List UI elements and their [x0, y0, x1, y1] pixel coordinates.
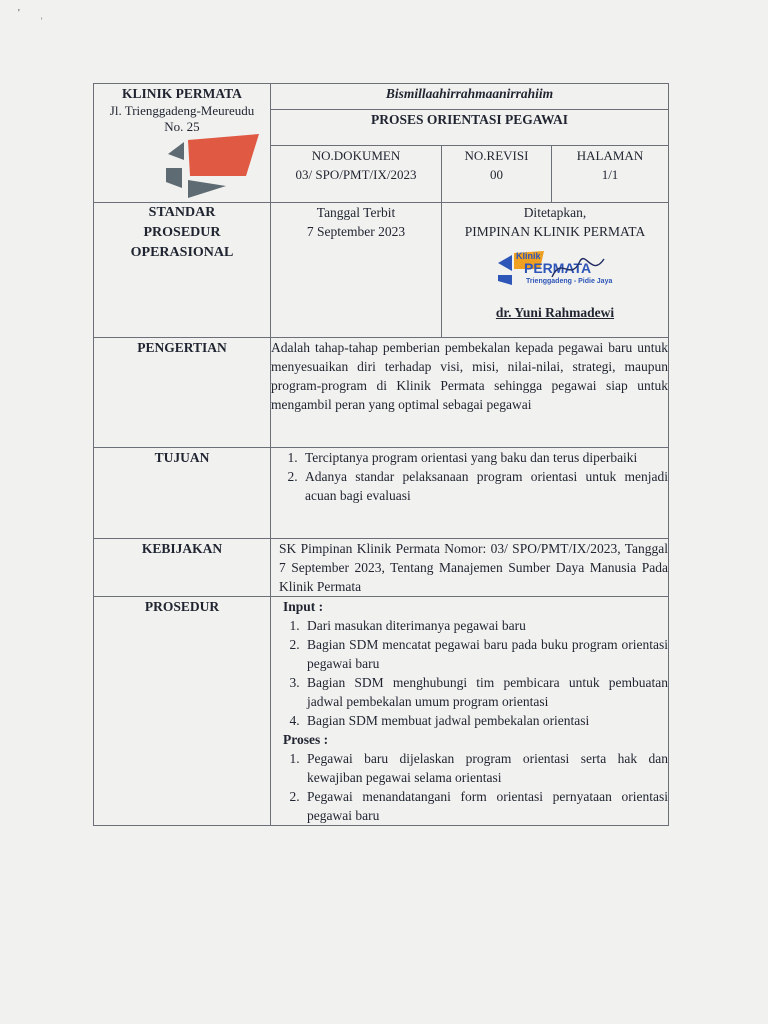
- list-item: 4. Bagian SDM membuat jadwal pembekalan orientasi: [303, 711, 668, 730]
- list-item: 1. Pegawai baru dijelaskan program orientasi serta hak dan kewajiban pegawai selama orientasi: [303, 749, 668, 787]
- page-label: HALAMAN: [576, 147, 644, 163]
- sop-document-table: [93, 83, 669, 826]
- list-item: 1. Terciptanya program orientasi yang baku dan terus diperbaiki: [301, 448, 668, 467]
- kebijakan-text: SK Pimpinan Klinik Permata Nomor: 03/ SPO/PMT/IX/2023, Tanggal 7 September 2023, Tentang Manajemen Sumber Daya Manusia Pada Klinik Permata: [271, 539, 669, 597]
- page-value: 1/1: [601, 166, 619, 182]
- list-item: 2. Pegawai menandatangani form orientasi pernyataan orientasi pegawai baru: [303, 787, 668, 825]
- pengertian-label: PENGERTIAN: [94, 338, 271, 448]
- revision-label: NO.REVISI: [464, 147, 529, 163]
- approver-title: PIMPINAN KLINIK PERMATA: [464, 224, 646, 239]
- prosedur-label: PROSEDUR: [94, 597, 271, 826]
- sop-title-line2: PROSEDUR: [143, 225, 221, 240]
- sop-title: [94, 203, 271, 338]
- sop-title-line1: STANDAR: [148, 205, 216, 220]
- prosedur-content: [271, 597, 669, 826]
- clinic-name: KLINIK PERMATA: [122, 86, 242, 101]
- approval-cell: [442, 203, 669, 338]
- document-number-cell: [271, 145, 442, 202]
- clinic-header: [94, 84, 271, 203]
- approver-name: dr. Yuni Rahmadewi: [495, 305, 615, 320]
- issue-date-label: Tanggal Terbit: [316, 205, 396, 220]
- input-heading: Input :: [283, 599, 324, 614]
- page-cell: [552, 145, 669, 202]
- approved-label: Ditetapkan,: [523, 205, 587, 220]
- bismillah-heading: Bismillaahirrahmaanirrahiim: [271, 84, 669, 110]
- scan-mark: ˒: [40, 12, 44, 23]
- clinic-address-line2: No. 25: [164, 119, 200, 134]
- issue-date-value: 7 September 2023: [306, 224, 406, 239]
- stamp-text-klinik: Klinik: [516, 251, 541, 261]
- list-item: 2. Adanya standar pelaksanaan program orientasi untuk menjadi acuan bagi evaluasi: [301, 467, 668, 505]
- input-list: [283, 616, 668, 730]
- stamp-text-permata: PERMATA: [524, 260, 592, 276]
- proses-heading: Proses :: [283, 732, 329, 747]
- stamp-text-location: Trienggadeng - Pidie Jaya: [526, 278, 613, 285]
- kebijakan-label: KEBIJAKAN: [94, 539, 271, 597]
- list-item: 1. Dari masukan diterimanya pegawai baru: [303, 616, 668, 635]
- tujuan-label: TUJUAN: [94, 448, 271, 539]
- issue-date-cell: [271, 203, 442, 338]
- proses-list: [283, 749, 668, 825]
- sop-title-line3: OPERASIONAL: [130, 245, 234, 260]
- list-item: 3. Bagian SDM menghubungi tim pembicara untuk pembuatan jadwal pembekalan umum program orientasi: [303, 673, 668, 711]
- tujuan-list: [277, 448, 668, 505]
- revision-value: 00: [490, 166, 503, 182]
- clinic-stamp-logo: [492, 247, 652, 289]
- clinic-address-line1: Jl. Trienggadeng-Meureudu: [109, 103, 255, 118]
- pengertian-text: Adalah tahap-tahap pemberian pembekalan kepada pegawai baru untuk menyesuaikan diri terhadap visi, misi, nilai-nilai, strategi, maupun program-program di Klinik Permata sehingga pegawai siap untuk mengambil peran yang optimal sebagai pegawai: [271, 338, 669, 448]
- document-number-label: NO.DOKUMEN: [311, 147, 401, 163]
- clinic-logo: [164, 132, 264, 204]
- scan-mark: ': [18, 8, 20, 19]
- list-item: 2. Bagian SDM mencatat pegawai baru pada buku program orientasi pegawai baru: [303, 635, 668, 673]
- document-title: PROSES ORIENTASI PEGAWAI: [271, 109, 669, 145]
- revision-cell: [442, 145, 552, 202]
- document-number-value: 03/ SPO/PMT/IX/2023: [295, 166, 417, 182]
- tujuan-content: [271, 448, 669, 539]
